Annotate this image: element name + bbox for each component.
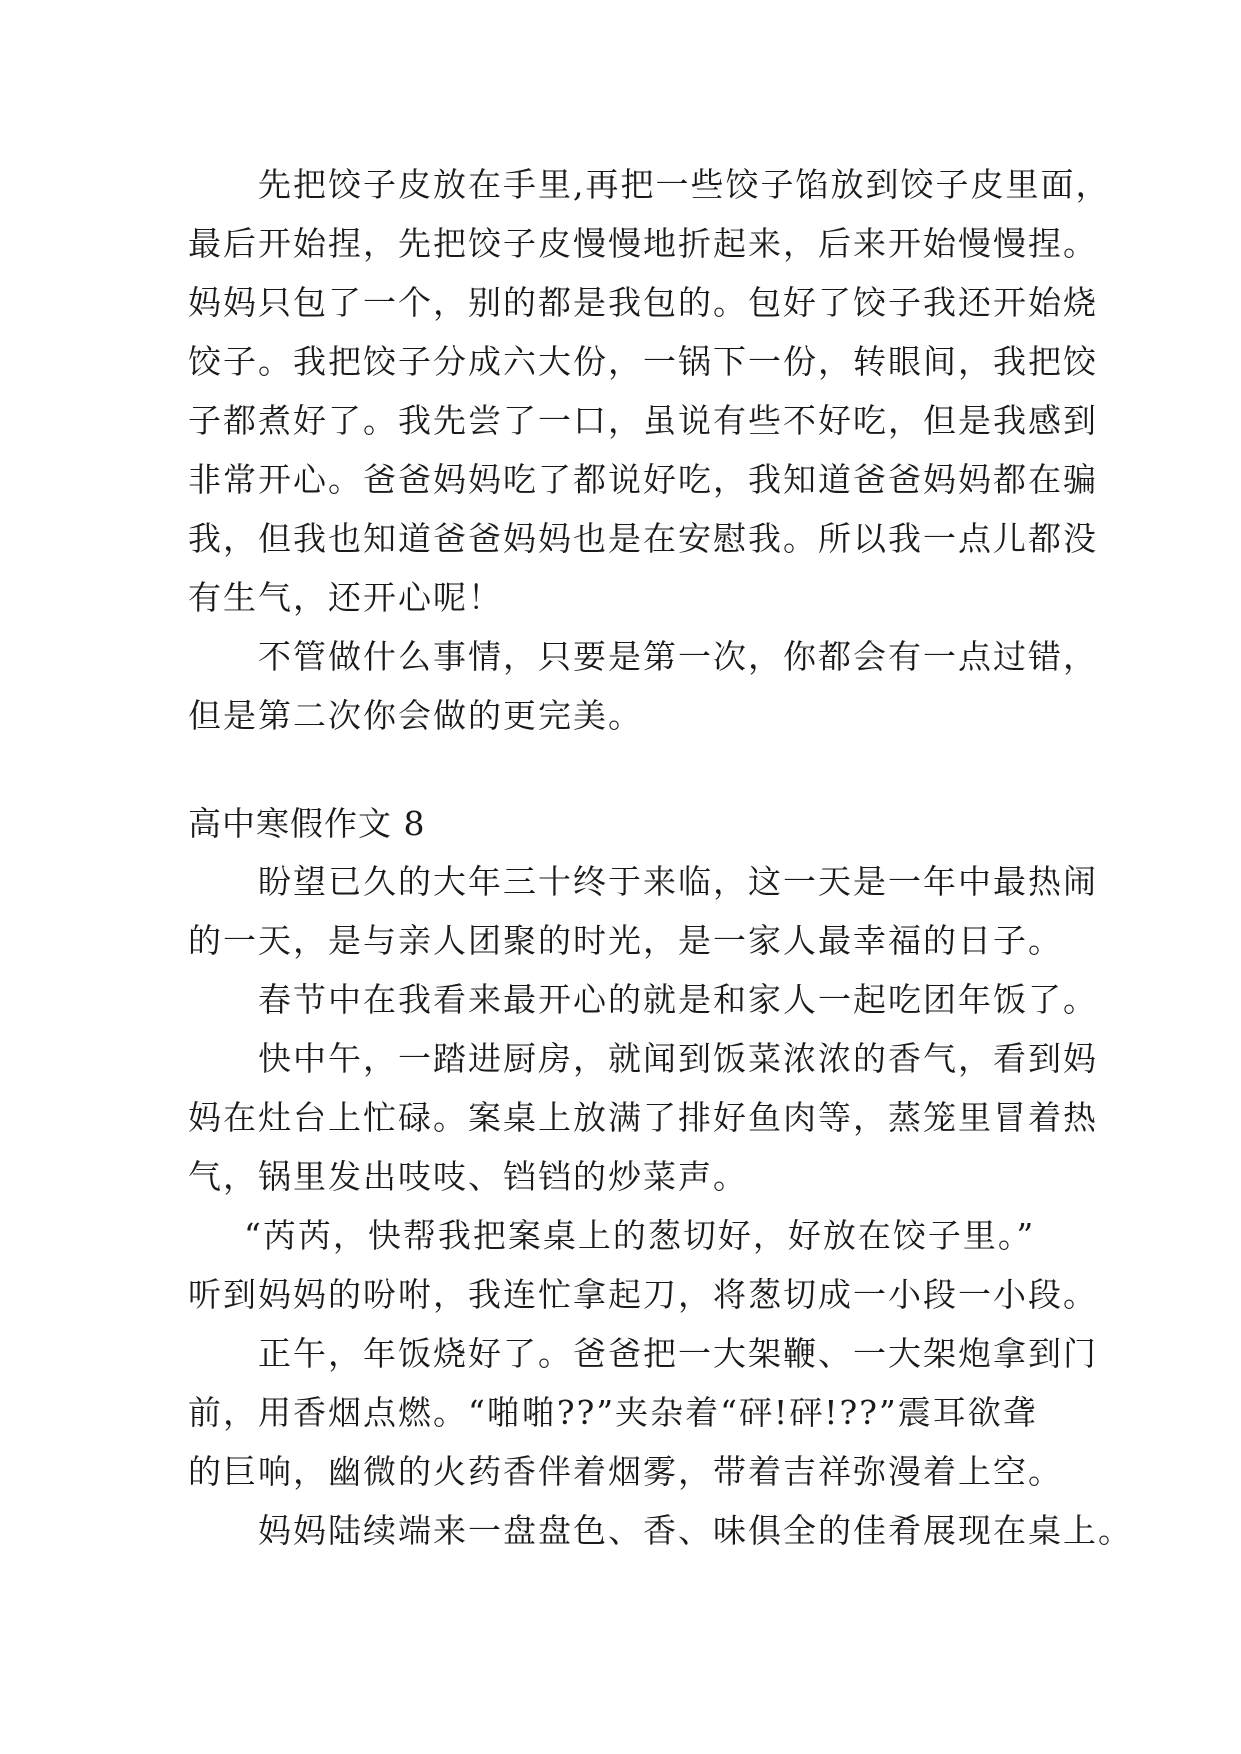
text-line: 先把饺子皮放在手里,再把一些饺子馅放到饺子皮里面， xyxy=(258,165,1111,204)
text-line: 子都煮好了。我先尝了一口，虽说有些不好吃，但是我感到 xyxy=(188,401,1098,440)
essay-title: 高中寒假作文 8 xyxy=(188,804,426,843)
text-line: 盼望已久的大年三十终于来临，这一天是一年中最热闹 xyxy=(258,862,1098,901)
text-line: 的一天，是与亲人团聚的时光，是一家人最幸福的日子。 xyxy=(188,921,1063,960)
text-line: 不管做什么事情，只要是第一次，你都会有一点过错， xyxy=(258,637,1098,676)
text-line: 正午，年饭烧好了。爸爸把一大架鞭、一大架炮拿到门 xyxy=(258,1334,1098,1373)
text-line: “芮芮，快帮我把案桌上的葱切好，好放在饺子里。” xyxy=(244,1216,1036,1255)
text-line: 妈妈陆续端来一盘盘色、香、味俱全的佳肴展现在桌上。 xyxy=(258,1511,1133,1550)
text-line: 妈在灶台上忙碌。案桌上放满了排好鱼肉等，蒸笼里冒着热 xyxy=(188,1098,1098,1137)
text-line: 最后开始捏，先把饺子皮慢慢地折起来，后来开始慢慢捏。 xyxy=(188,224,1098,263)
text-line: 有生气，还开心呢！ xyxy=(188,578,503,617)
text-line: 春节中在我看来最开心的就是和家人一起吃团年饭了。 xyxy=(258,980,1098,1019)
text-line: 妈妈只包了一个，别的都是我包的。包好了饺子我还开始烧 xyxy=(188,283,1098,322)
text-line: 前，用香烟点燃。“啪啪??”夹杂着“砰!砰!??”震耳欲聋 xyxy=(188,1393,1038,1432)
text-line: 听到妈妈的吩咐，我连忙拿起刀，将葱切成一小段一小段。 xyxy=(188,1275,1098,1314)
text-line: 饺子。我把饺子分成六大份，一锅下一份，转眼间，我把饺 xyxy=(188,342,1098,381)
text-line: 但是第二次你会做的更完美。 xyxy=(188,696,643,735)
text-line: 快中午，一踏进厨房，就闻到饭菜浓浓的香气，看到妈 xyxy=(258,1039,1098,1078)
text-line: 我，但我也知道爸爸妈妈也是在安慰我。所以我一点儿都没 xyxy=(188,519,1098,558)
text-line: 的巨响，幽微的火药香伴着烟雾，带着吉祥弥漫着上空。 xyxy=(188,1452,1063,1491)
text-line: 气，锅里发出吱吱、铛铛的炒菜声。 xyxy=(188,1157,748,1196)
text-line: 非常开心。爸爸妈妈吃了都说好吃，我知道爸爸妈妈都在骗 xyxy=(188,460,1098,499)
